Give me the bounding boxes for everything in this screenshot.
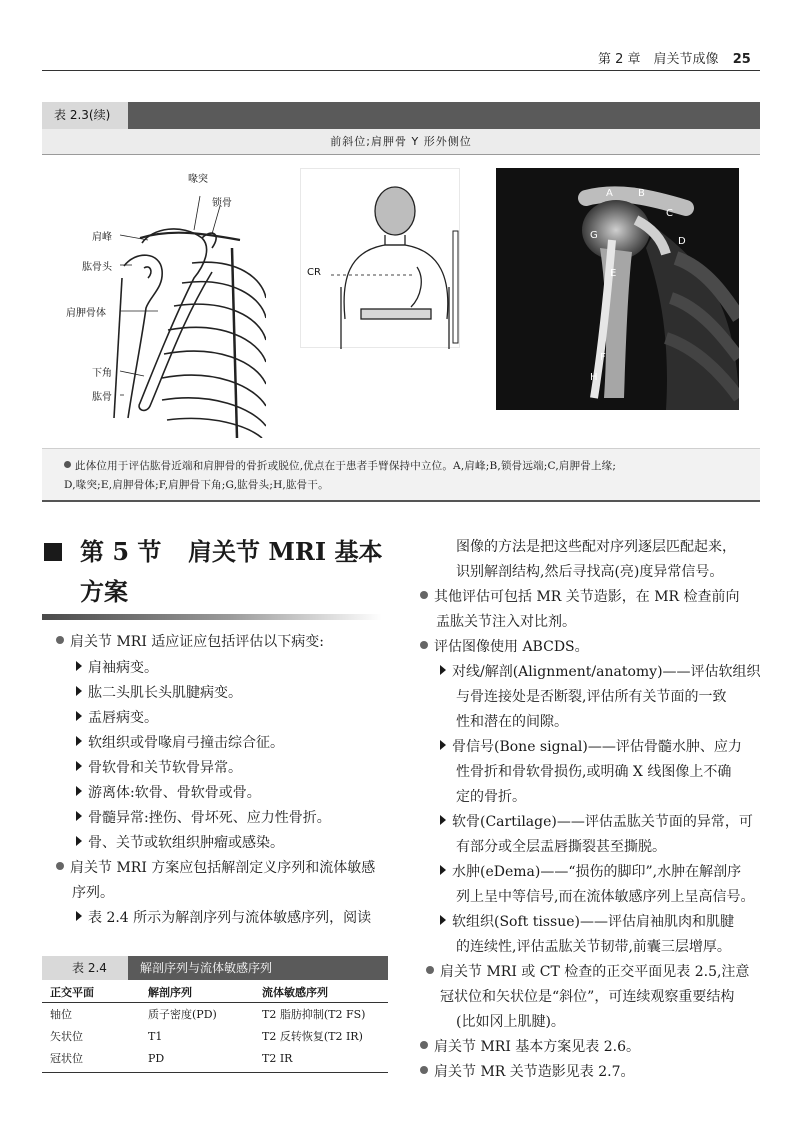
- list-item-continued: 的连续性,评估盂肱关节韧带,前囊三层增厚。: [456, 939, 731, 955]
- xray-label-g: G: [590, 230, 598, 241]
- paragraph-line: 识别解剖结构,然后寻找高(亮)度异常信号。: [456, 564, 724, 580]
- section-title-text: 肩关节 MRI 基本: [188, 537, 383, 566]
- page-number: 25: [732, 52, 751, 67]
- bullet-icon: [420, 1041, 428, 1049]
- list-item: 盂唇病变。: [76, 706, 158, 730]
- bullet-icon: [56, 862, 64, 870]
- arrow-icon: [440, 865, 446, 875]
- arrow-icon: [440, 740, 446, 750]
- table-rule: [42, 1072, 388, 1073]
- list-item: 软组织或骨喙肩弓撞击综合征。: [76, 731, 284, 755]
- list-item: 表 2.4 所示为解剖序列与流体敏感序列，阅读: [76, 906, 371, 930]
- list-item: 游离体:软骨、骨软骨或骨。: [76, 781, 261, 805]
- list-item: 肩关节 MRI 或 CT 检查的正交平面见表 2.5,注意: [426, 960, 749, 984]
- caption-line-2: D,喙突;E,肩胛骨体;F,肩胛骨下角;G,肱骨头;H,肱骨干。: [64, 479, 329, 491]
- arrow-icon: [440, 915, 446, 925]
- paragraph-line: 图像的方法是把这些配对序列逐层匹配起来，: [456, 539, 736, 555]
- table-cell: 冠状位: [50, 1052, 83, 1065]
- bullet-icon: [64, 461, 71, 468]
- column-header: 流体敏感序列: [262, 986, 328, 999]
- list-item: 评估图像使用 ABCDS。: [420, 635, 589, 659]
- list-item: 肩关节 MRI 适应证应包括评估以下病变:: [56, 630, 324, 654]
- list-item: 软骨(Cartilage)——评估盂肱关节面的异常，可: [440, 810, 753, 834]
- label-clavicle: 锁骨: [212, 198, 232, 209]
- xray-label-b: B: [638, 188, 645, 199]
- section-number: 第 5 节: [80, 537, 162, 566]
- arrow-icon: [76, 811, 82, 821]
- table-title: 解剖序列与流体敏感序列: [140, 961, 273, 975]
- label-inferior-angle: 下角: [92, 368, 112, 379]
- list-item-continued: 性骨折和骨软骨损伤,或明确 X 线图像上不确: [456, 764, 732, 780]
- list-item: 对线/解剖(Alignment/anatomy)——评估软组织: [440, 660, 761, 684]
- label-coracoid: 喙突: [188, 174, 208, 185]
- running-header: [598, 48, 751, 67]
- list-item: 肩关节 MRI 基本方案见表 2.6。: [420, 1035, 640, 1059]
- figure-caption: [42, 448, 760, 502]
- table-cell: T1: [148, 1030, 163, 1043]
- xray-label-f: F: [600, 352, 606, 363]
- section-rule: [42, 614, 382, 620]
- section-title: [80, 532, 400, 606]
- table-label: 表 2.4: [42, 956, 128, 980]
- section-marker-icon: [44, 543, 62, 561]
- list-item-continued: 有部分或全层盂唇撕裂甚至撕脱。: [456, 839, 666, 855]
- list-item-continued: 性和潜在的间隙。: [456, 714, 568, 730]
- list-item-continued: 与骨连接处是否断裂,评估所有关节面的一致: [456, 689, 727, 705]
- arrow-icon: [76, 911, 82, 921]
- list-item: 肱二头肌长头肌腱病变。: [76, 681, 242, 705]
- list-item-continued: 盂肱关节注入对比剂。: [436, 614, 576, 630]
- bullet-icon: [420, 1066, 428, 1074]
- bullet-icon: [426, 966, 434, 974]
- list-item: 肩关节 MR 关节造影见表 2.7。: [420, 1060, 635, 1084]
- list-item: 其他评估可包括 MR 关节造影，在 MR 检查前向: [420, 585, 740, 609]
- table-cell: 轴位: [50, 1008, 72, 1021]
- xray-render: [496, 168, 739, 410]
- arrow-icon: [76, 661, 82, 671]
- label-central-ray: CR: [307, 267, 321, 278]
- list-item-continued: (比如冈上肌腱)。: [456, 1014, 565, 1030]
- label-humerus: 肱骨: [92, 392, 112, 403]
- table-rule: [42, 1002, 388, 1003]
- label-acromion: 肩峰: [92, 232, 112, 243]
- bullet-icon: [56, 636, 64, 644]
- bullet-icon: [420, 641, 428, 649]
- table-cell: 矢状位: [50, 1030, 83, 1043]
- list-item: 骨软骨和关节软骨异常。: [76, 756, 242, 780]
- table-header-bar: [42, 102, 760, 129]
- arrow-icon: [76, 761, 82, 771]
- patient-drawing: [301, 169, 461, 349]
- label-humeral-head: 肱骨头: [82, 262, 112, 273]
- list-item-continued: 定的骨折。: [456, 789, 526, 805]
- arrow-icon: [76, 836, 82, 846]
- xray-label-c: C: [666, 208, 673, 219]
- list-item: 骨信号(Bone signal)——评估骨髓水肿、应力: [440, 735, 742, 759]
- section-title-continued: 方案: [80, 577, 128, 606]
- caption-line-1: 此体位用于评估肱骨近端和肩胛骨的骨折或脱位,优点在于患者手臂保持中立位。A,肩峰;B,锁骨远端;C,肩胛骨上缘;: [75, 460, 617, 472]
- arrow-icon: [440, 665, 446, 675]
- list-item-continued: 序列。: [72, 885, 114, 901]
- list-item: 骨、关节或软组织肿瘤或感染。: [76, 831, 284, 855]
- table-cell: T2 IR: [262, 1052, 293, 1065]
- xray-label-a: A: [606, 188, 613, 199]
- list-item: 肩关节 MRI 方案应包括解剖定义序列和流体敏感: [56, 856, 375, 880]
- table-cell: 质子密度(PD): [148, 1008, 217, 1021]
- column-header: 解剖序列: [148, 986, 192, 999]
- table-cell: PD: [148, 1052, 165, 1065]
- list-item-continued: 列上呈中等信号,而在流体敏感序列上呈高信号。: [456, 889, 755, 905]
- list-item: 骨髓异常:挫伤、骨坏死、应力性骨折。: [76, 806, 331, 830]
- table-subtitle: 前斜位;肩胛骨 Y 形外侧位: [42, 129, 760, 155]
- arrow-icon: [76, 786, 82, 796]
- list-item: 水肿(eDema)——“损伤的脚印”,水肿在解剖序: [440, 860, 741, 884]
- xray-label-h: H: [590, 372, 598, 383]
- list-item-continued: 冠状位和矢状位是“斜位”，可连续观察重要结构: [440, 989, 735, 1005]
- table-cell: T2 脂肪抑制(T2 FS): [262, 1008, 366, 1021]
- list-item: 肩袖病变。: [76, 656, 158, 680]
- bullet-icon: [420, 591, 428, 599]
- table-label: 表 2.3(续): [42, 102, 128, 129]
- label-scapular-body: 肩胛骨体: [66, 308, 106, 319]
- column-header: 正交平面: [50, 986, 94, 999]
- header-rule: [42, 70, 760, 71]
- chapter-title: 第 2 章 肩关节成像: [598, 52, 719, 67]
- xray-label-d: D: [678, 236, 686, 247]
- xray-label-e: E: [610, 268, 617, 279]
- arrow-icon: [76, 711, 82, 721]
- arrow-icon: [76, 736, 82, 746]
- arrow-icon: [440, 815, 446, 825]
- positioning-illustration: [300, 168, 460, 348]
- table-cell: T2 反转恢复(T2 IR): [262, 1030, 363, 1043]
- anatomy-illustration: [62, 168, 266, 438]
- arrow-icon: [76, 686, 82, 696]
- list-item: 软组织(Soft tissue)——评估肩袖肌肉和肌腱: [440, 910, 734, 934]
- xray-image: [496, 168, 739, 410]
